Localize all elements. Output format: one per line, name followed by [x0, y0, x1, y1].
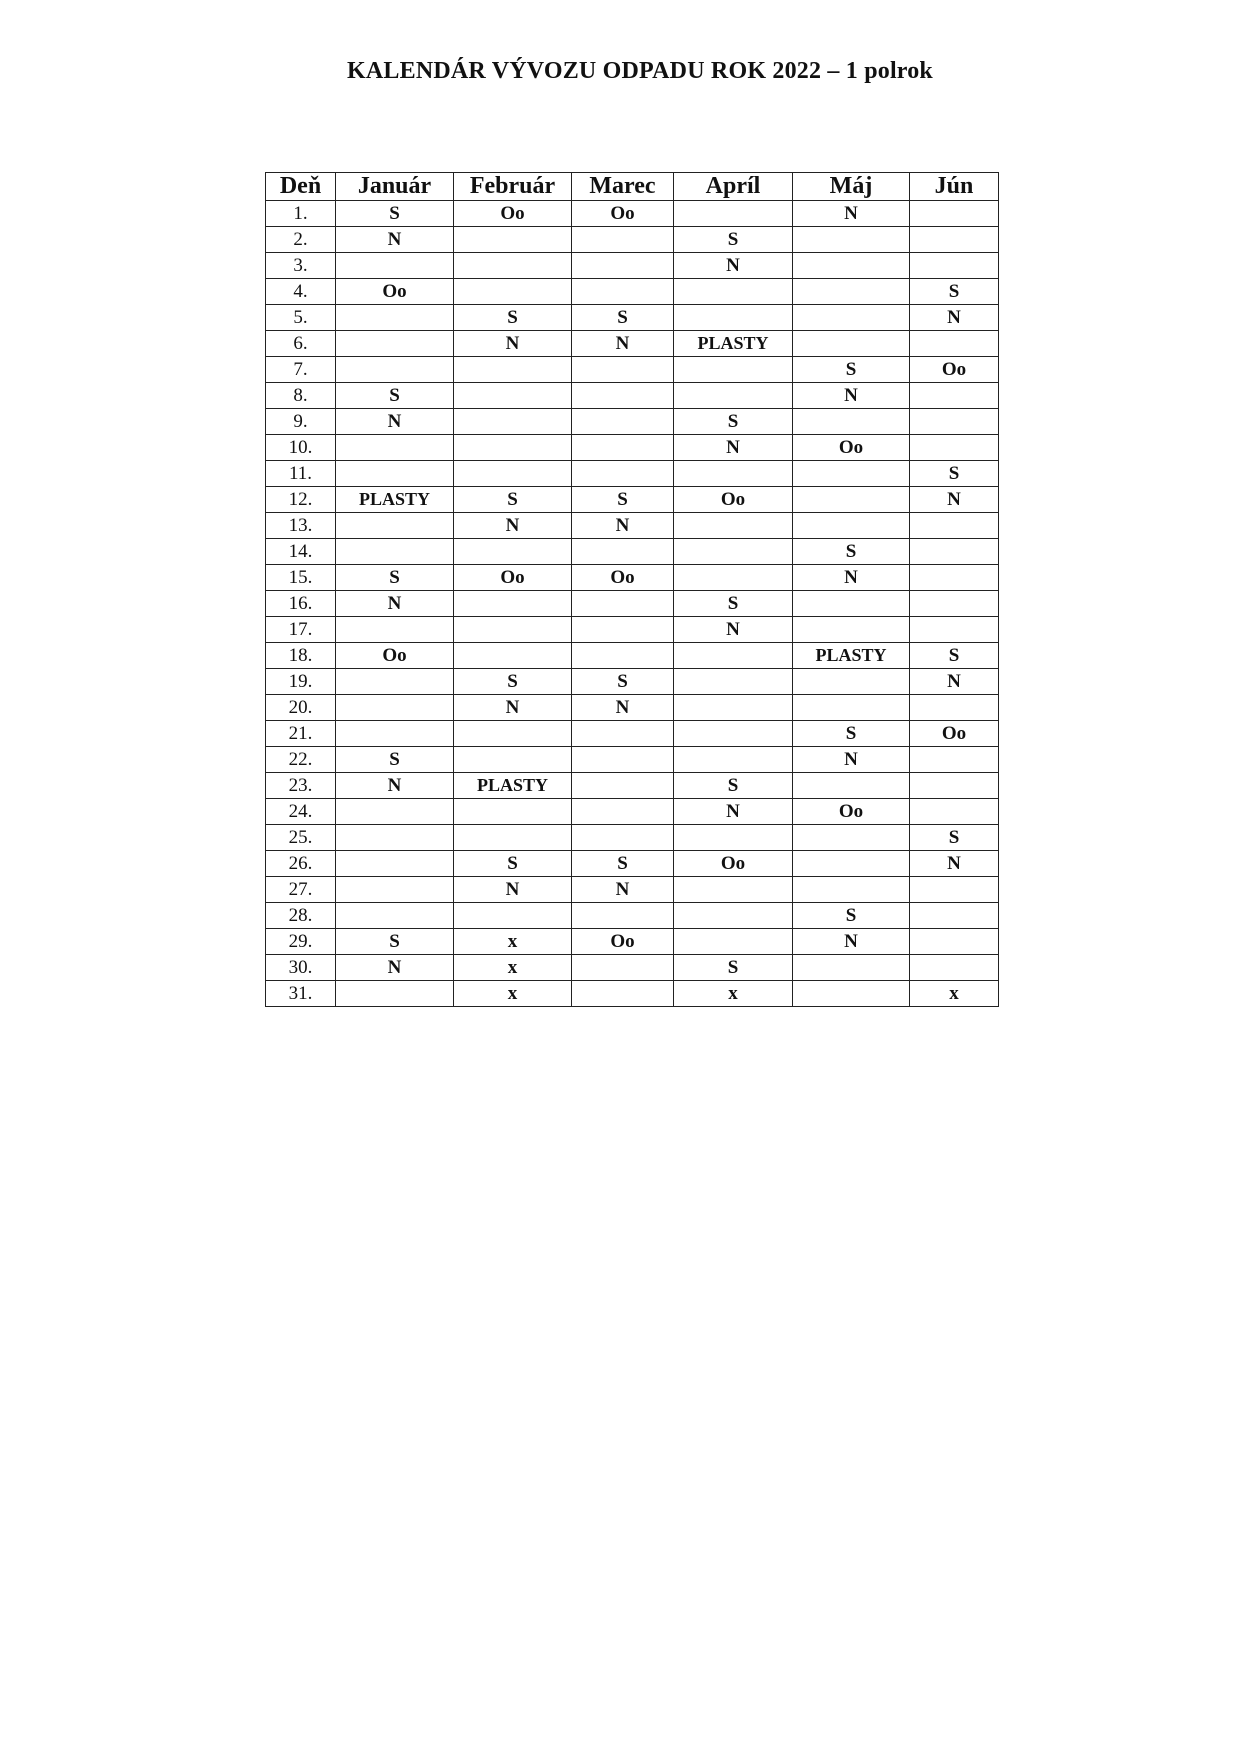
header-day: Deň [266, 173, 336, 201]
cell-april [674, 513, 793, 539]
cell-may: S [793, 903, 910, 929]
day-number-cell: 15. [266, 565, 336, 591]
table-row [266, 539, 999, 565]
cell-february [454, 383, 572, 409]
day-number-cell: 13. [266, 513, 336, 539]
cell-february [454, 825, 572, 851]
cell-march [572, 227, 674, 253]
cell-may [793, 955, 910, 981]
cell-march: S [572, 305, 674, 331]
cell-february [454, 279, 572, 305]
cell-june [910, 565, 999, 591]
cell-march [572, 435, 674, 461]
cell-january [336, 721, 454, 747]
cell-june [910, 435, 999, 461]
cell-april: N [674, 253, 793, 279]
cell-june [910, 799, 999, 825]
cell-june [910, 903, 999, 929]
cell-april [674, 669, 793, 695]
table-row [266, 227, 999, 253]
day-number-cell: 9. [266, 409, 336, 435]
cell-january [336, 617, 454, 643]
cell-january: N [336, 227, 454, 253]
day-number-cell: 30. [266, 955, 336, 981]
cell-june [910, 591, 999, 617]
table-row [266, 643, 999, 669]
cell-january: S [336, 747, 454, 773]
table-row [266, 461, 999, 487]
table-body [266, 201, 999, 1007]
cell-february: N [454, 513, 572, 539]
cell-march [572, 617, 674, 643]
day-number-cell: 20. [266, 695, 336, 721]
table-row [266, 487, 999, 513]
cell-may: Oo [793, 799, 910, 825]
cell-april [674, 539, 793, 565]
header-may: Máj [793, 173, 910, 201]
cell-january [336, 981, 454, 1007]
page-title: KALENDÁR VÝVOZU ODPADU ROK 2022 – 1 polrok [347, 58, 933, 84]
cell-june [910, 331, 999, 357]
cell-june [910, 539, 999, 565]
cell-january [336, 695, 454, 721]
cell-april: S [674, 591, 793, 617]
day-number-cell: 26. [266, 851, 336, 877]
cell-january: N [336, 591, 454, 617]
cell-january [336, 669, 454, 695]
header-march: Marec [572, 173, 674, 201]
cell-april: Oo [674, 487, 793, 513]
cell-june [910, 773, 999, 799]
cell-march [572, 279, 674, 305]
cell-january [336, 305, 454, 331]
table-row [266, 435, 999, 461]
table-row [266, 305, 999, 331]
day-number-cell: 21. [266, 721, 336, 747]
day-number-cell: 18. [266, 643, 336, 669]
cell-april [674, 279, 793, 305]
day-number-cell: 5. [266, 305, 336, 331]
table-row [266, 877, 999, 903]
cell-february [454, 799, 572, 825]
cell-february: N [454, 331, 572, 357]
cell-may [793, 487, 910, 513]
cell-january: Oo [336, 643, 454, 669]
table-row [266, 383, 999, 409]
cell-february [454, 461, 572, 487]
cell-february: S [454, 669, 572, 695]
cell-april [674, 461, 793, 487]
cell-january [336, 253, 454, 279]
table-row [266, 201, 999, 227]
cell-june [910, 201, 999, 227]
cell-march [572, 253, 674, 279]
cell-march [572, 981, 674, 1007]
cell-may: N [793, 383, 910, 409]
cell-january [336, 903, 454, 929]
cell-march [572, 721, 674, 747]
table-row [266, 565, 999, 591]
cell-march [572, 383, 674, 409]
cell-february: S [454, 487, 572, 513]
cell-march [572, 747, 674, 773]
cell-march [572, 955, 674, 981]
cell-march [572, 409, 674, 435]
cell-april [674, 565, 793, 591]
cell-april [674, 643, 793, 669]
cell-may [793, 305, 910, 331]
cell-april: N [674, 435, 793, 461]
cell-march: N [572, 877, 674, 903]
cell-january [336, 331, 454, 357]
cell-may [793, 253, 910, 279]
cell-april [674, 305, 793, 331]
day-number-cell: 10. [266, 435, 336, 461]
cell-may [793, 669, 910, 695]
day-number-cell: 7. [266, 357, 336, 383]
cell-march: N [572, 513, 674, 539]
cell-march [572, 825, 674, 851]
cell-june: S [910, 643, 999, 669]
cell-january: N [336, 773, 454, 799]
cell-june: S [910, 279, 999, 305]
cell-march [572, 539, 674, 565]
table-row [266, 747, 999, 773]
table-row [266, 279, 999, 305]
cell-may [793, 331, 910, 357]
day-number-cell: 3. [266, 253, 336, 279]
cell-june [910, 513, 999, 539]
table-row [266, 955, 999, 981]
cell-may [793, 825, 910, 851]
cell-january [336, 799, 454, 825]
cell-may [793, 981, 910, 1007]
cell-april [674, 383, 793, 409]
cell-january: S [336, 201, 454, 227]
cell-may: S [793, 357, 910, 383]
cell-may [793, 227, 910, 253]
cell-april: S [674, 409, 793, 435]
header-january: Január [336, 173, 454, 201]
cell-april [674, 877, 793, 903]
cell-june [910, 409, 999, 435]
cell-june: N [910, 305, 999, 331]
table-row [266, 331, 999, 357]
cell-january [336, 461, 454, 487]
cell-january: S [336, 383, 454, 409]
cell-february [454, 539, 572, 565]
cell-may [793, 617, 910, 643]
cell-february [454, 253, 572, 279]
cell-may [793, 591, 910, 617]
cell-february [454, 435, 572, 461]
cell-may [793, 279, 910, 305]
cell-april: Oo [674, 851, 793, 877]
cell-february: PLASTY [454, 773, 572, 799]
cell-may: N [793, 565, 910, 591]
cell-january [336, 539, 454, 565]
cell-march [572, 643, 674, 669]
cell-may: S [793, 721, 910, 747]
cell-january: Oo [336, 279, 454, 305]
cell-april [674, 721, 793, 747]
cell-january: S [336, 565, 454, 591]
cell-february [454, 617, 572, 643]
cell-february: x [454, 955, 572, 981]
cell-june: N [910, 669, 999, 695]
cell-february [454, 643, 572, 669]
cell-march [572, 773, 674, 799]
table-row [266, 409, 999, 435]
cell-february: Oo [454, 201, 572, 227]
header-february: Február [454, 173, 572, 201]
cell-january [336, 513, 454, 539]
cell-march: N [572, 695, 674, 721]
cell-march [572, 799, 674, 825]
cell-february [454, 903, 572, 929]
table-row [266, 669, 999, 695]
header-april: Apríl [674, 173, 793, 201]
day-number-cell: 1. [266, 201, 336, 227]
cell-march: Oo [572, 929, 674, 955]
day-number-cell: 14. [266, 539, 336, 565]
cell-april: N [674, 617, 793, 643]
cell-february [454, 227, 572, 253]
day-number-cell: 16. [266, 591, 336, 617]
cell-april [674, 357, 793, 383]
cell-february: S [454, 305, 572, 331]
cell-may [793, 461, 910, 487]
cell-january [336, 435, 454, 461]
day-number-cell: 12. [266, 487, 336, 513]
cell-april: x [674, 981, 793, 1007]
cell-june [910, 877, 999, 903]
table-row [266, 721, 999, 747]
table-row [266, 591, 999, 617]
cell-february: N [454, 695, 572, 721]
cell-june: S [910, 461, 999, 487]
cell-june [910, 227, 999, 253]
cell-february: x [454, 929, 572, 955]
cell-march: S [572, 851, 674, 877]
cell-may: Oo [793, 435, 910, 461]
table-row [266, 981, 999, 1007]
cell-january: N [336, 955, 454, 981]
cell-may [793, 877, 910, 903]
cell-june [910, 253, 999, 279]
cell-march [572, 461, 674, 487]
cell-april [674, 929, 793, 955]
cell-march: S [572, 669, 674, 695]
day-number-cell: 27. [266, 877, 336, 903]
day-number-cell: 29. [266, 929, 336, 955]
cell-june: S [910, 825, 999, 851]
cell-february [454, 721, 572, 747]
day-number-cell: 2. [266, 227, 336, 253]
cell-march: N [572, 331, 674, 357]
cell-april [674, 747, 793, 773]
cell-april: PLASTY [674, 331, 793, 357]
cell-june: N [910, 851, 999, 877]
cell-june [910, 929, 999, 955]
day-number-cell: 22. [266, 747, 336, 773]
cell-march: S [572, 487, 674, 513]
cell-june [910, 617, 999, 643]
table-row [266, 357, 999, 383]
cell-may: PLASTY [793, 643, 910, 669]
cell-may [793, 695, 910, 721]
cell-february: N [454, 877, 572, 903]
cell-june: Oo [910, 721, 999, 747]
cell-march [572, 903, 674, 929]
cell-march [572, 591, 674, 617]
cell-june [910, 695, 999, 721]
day-number-cell: 31. [266, 981, 336, 1007]
cell-may: N [793, 929, 910, 955]
table-row [266, 825, 999, 851]
cell-april: S [674, 227, 793, 253]
day-number-cell: 11. [266, 461, 336, 487]
cell-june: N [910, 487, 999, 513]
cell-january [336, 877, 454, 903]
day-number-cell: 17. [266, 617, 336, 643]
day-number-cell: 25. [266, 825, 336, 851]
table-row [266, 851, 999, 877]
cell-january [336, 825, 454, 851]
day-number-cell: 4. [266, 279, 336, 305]
cell-may [793, 513, 910, 539]
table-header-row [266, 173, 999, 201]
header-june: Jún [910, 173, 999, 201]
cell-may [793, 409, 910, 435]
waste-calendar-table [265, 172, 999, 1007]
cell-june [910, 747, 999, 773]
cell-april [674, 903, 793, 929]
cell-february: x [454, 981, 572, 1007]
cell-april [674, 201, 793, 227]
day-number-cell: 28. [266, 903, 336, 929]
cell-june [910, 955, 999, 981]
cell-june: x [910, 981, 999, 1007]
day-number-cell: 24. [266, 799, 336, 825]
cell-february [454, 409, 572, 435]
cell-may [793, 851, 910, 877]
day-number-cell: 8. [266, 383, 336, 409]
cell-february [454, 591, 572, 617]
table-row [266, 773, 999, 799]
table-row [266, 929, 999, 955]
cell-april: S [674, 955, 793, 981]
table-row [266, 695, 999, 721]
cell-may: N [793, 747, 910, 773]
day-number-cell: 6. [266, 331, 336, 357]
cell-april [674, 825, 793, 851]
cell-march: Oo [572, 201, 674, 227]
cell-january: S [336, 929, 454, 955]
day-number-cell: 23. [266, 773, 336, 799]
table-row [266, 799, 999, 825]
cell-april [674, 695, 793, 721]
cell-february [454, 357, 572, 383]
cell-may: N [793, 201, 910, 227]
cell-may [793, 773, 910, 799]
cell-february: Oo [454, 565, 572, 591]
cell-february [454, 747, 572, 773]
table-row [266, 253, 999, 279]
table-row [266, 903, 999, 929]
table-row [266, 513, 999, 539]
day-number-cell: 19. [266, 669, 336, 695]
cell-june [910, 383, 999, 409]
cell-april: S [674, 773, 793, 799]
cell-may: S [793, 539, 910, 565]
cell-january [336, 357, 454, 383]
cell-february: S [454, 851, 572, 877]
cell-january [336, 851, 454, 877]
cell-march [572, 357, 674, 383]
cell-june: Oo [910, 357, 999, 383]
cell-april: N [674, 799, 793, 825]
cell-march: Oo [572, 565, 674, 591]
cell-january: N [336, 409, 454, 435]
cell-january: PLASTY [336, 487, 454, 513]
table-row [266, 617, 999, 643]
